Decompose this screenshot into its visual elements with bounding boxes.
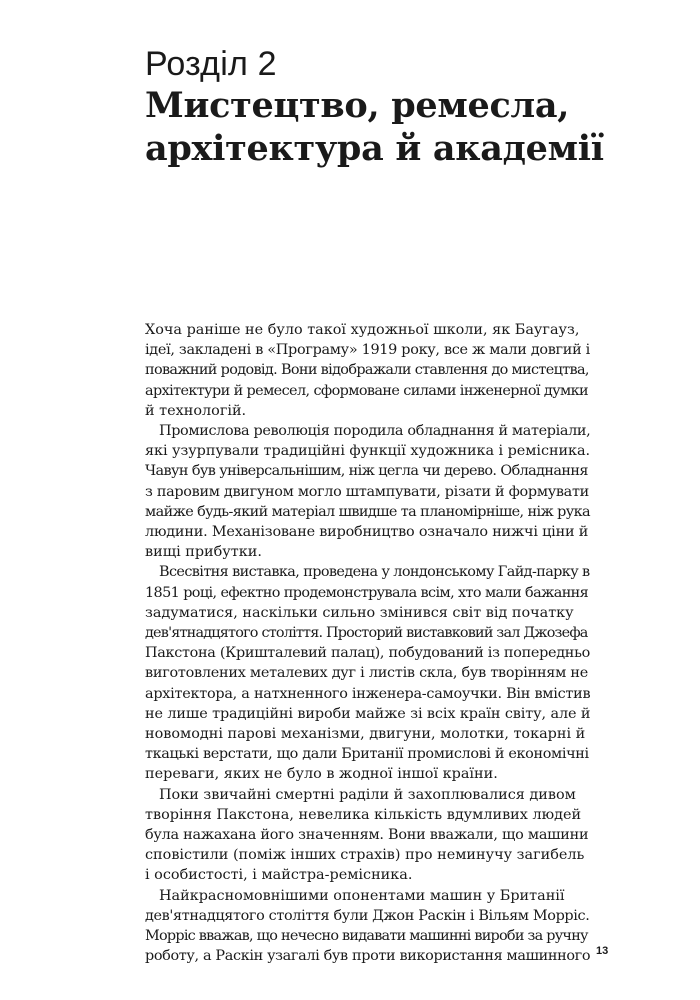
text-line: архітектора, а натхненного інженера-самоучки. Він вмістив bbox=[145, 685, 591, 702]
text-line: виготовлених металевих дуг і листів скла, був творінням не bbox=[145, 665, 589, 682]
chapter-label: Розділ 2 bbox=[145, 45, 277, 83]
text-line: Промислова революція породила обладнання й матеріали, bbox=[159, 423, 591, 440]
text-line: Чавун був універсальнішим, ніж цегла чи дерево. Обладнання bbox=[145, 463, 588, 480]
text-line: 1851 році, ефектно продемонструвала всім, хто мали бажання bbox=[145, 584, 589, 601]
text-line: творіння Пакстона, невелика кількість вдумливих людей bbox=[145, 806, 582, 823]
paragraph bbox=[145, 421, 590, 562]
text-line: сповістили (поміж інших страхів) про неминучу загибель bbox=[145, 847, 585, 864]
chapter-title bbox=[145, 84, 665, 170]
text-line: роботу, а Раскін узагалі був проти використання машинного bbox=[145, 948, 591, 965]
text-line: вищі прибутки. bbox=[145, 544, 262, 561]
text-line: які узурпували традиційні функції художника і ремісника. bbox=[145, 443, 591, 460]
paragraph bbox=[145, 562, 590, 784]
text-line: з паровим двигуном могло штампувати, різати й формувати bbox=[145, 483, 589, 500]
text-line: Пакстона (Кришталевий палац), побудований із попередньо bbox=[145, 645, 590, 662]
text-line: архітектури й ремесел, сформоване силами інженерної думки bbox=[145, 382, 589, 399]
text-line: й технологій. bbox=[145, 402, 247, 419]
text-line: Морріс вважав, що нечесно видавати машинні вироби за ручну bbox=[145, 928, 588, 945]
text-line: Всесвітня виставка, проведена у лондонському Гайд-парку в bbox=[159, 564, 590, 581]
text-line: задуматися, наскільки сильно змінився світ від початку bbox=[145, 604, 574, 621]
paragraph bbox=[145, 320, 590, 421]
chapter-title-line: Мистецтво, ремесла, bbox=[145, 85, 570, 126]
text-line: новомодні парові механізми, двигуни, молотки, токарні й bbox=[145, 726, 586, 743]
text-line: переваги, яких не було в жодної іншої країни. bbox=[145, 766, 498, 783]
text-line: людини. Механізоване виробництво означало нижчі ціни й bbox=[145, 524, 589, 541]
text-line: була нажахана його значенням. Вони вважали, що машини bbox=[145, 827, 589, 844]
text-line: Поки звичайні смертні раділи й захоплювалися дивом bbox=[159, 786, 576, 803]
text-line: ідеї, закладені в «Програму» 1919 року, все ж мали довгий і bbox=[145, 342, 590, 359]
text-line: не лише традиційні вироби майже зі всіх країн світу, але й bbox=[145, 705, 591, 722]
text-line: дев'ятнадцятого століття були Джон Раскін і Вільям Морріс. bbox=[145, 907, 590, 924]
text-line: Найкрасномовнішими опонентами машин у Британії bbox=[159, 887, 565, 904]
paragraph bbox=[145, 886, 590, 967]
text-line: дев'ятнадцятого століття. Просторий виставковий зал Джозефа bbox=[145, 625, 588, 642]
text-line: майже будь-який матеріал швидше та планомірніше, ніж рука bbox=[145, 503, 590, 520]
text-line: Хоча раніше не було такої художньої школи, як Баугауз, bbox=[145, 322, 580, 338]
text-line: ткацькі верстати, що дали Британії промислові й економічні bbox=[145, 746, 589, 763]
chapter-title-line: архітектура й академії bbox=[145, 128, 604, 169]
text-line: поважний родовід. Вони відображали ставлення до мистецтва, bbox=[145, 362, 589, 379]
page-number: 13 bbox=[596, 945, 609, 957]
text-line: і особистості, і майстра-ремісника. bbox=[145, 867, 413, 884]
body-text bbox=[145, 320, 590, 967]
paragraph bbox=[145, 785, 590, 886]
